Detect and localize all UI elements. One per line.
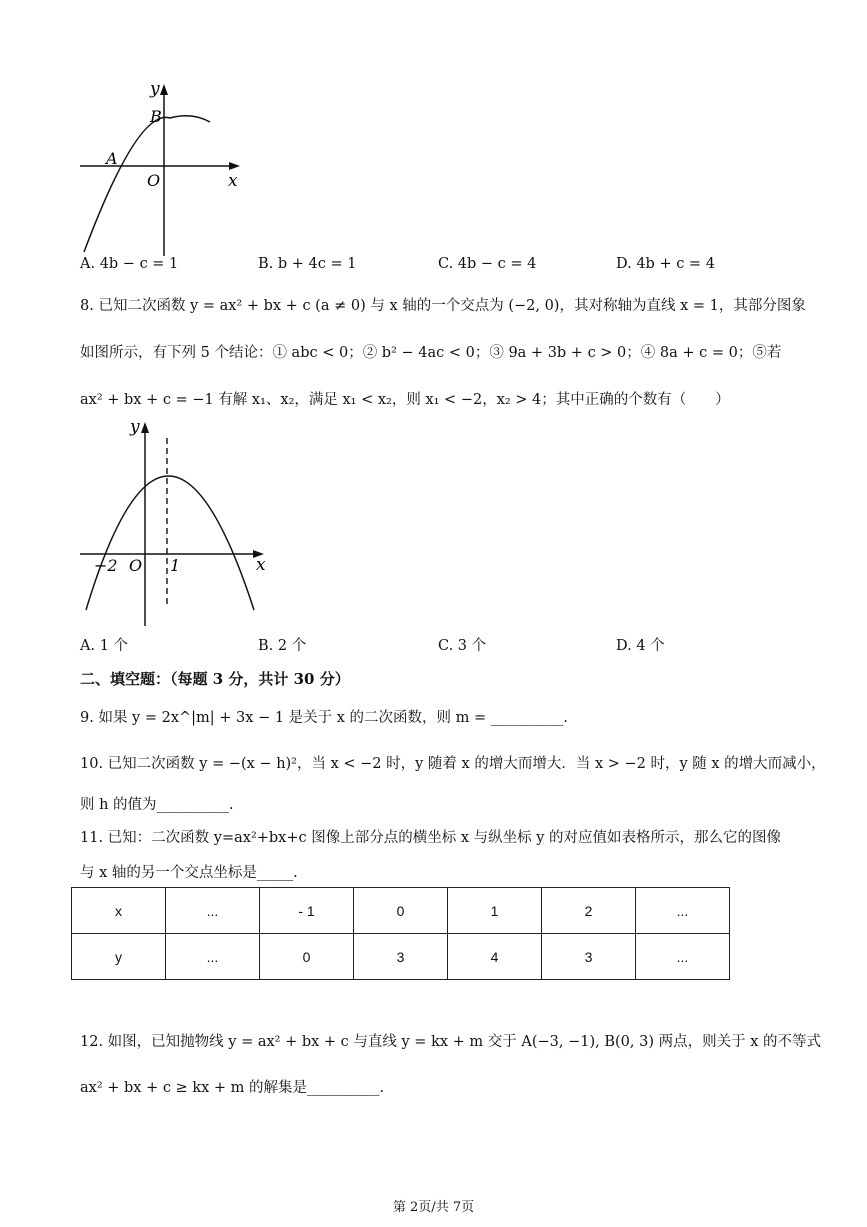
q11-line-2: 与 x 轴的另一个交点坐标是_____. — [80, 865, 298, 881]
point-label-b: B — [150, 107, 162, 126]
axis-label-y: y — [130, 417, 140, 437]
table-cell: 0 — [354, 888, 448, 934]
q8-option-d: D. 4 个 — [616, 638, 665, 654]
q7-option-c: C. 4b − c = 4 — [438, 256, 537, 272]
q8-line-3: ax² + bx + c = −1 有解 x₁、x₂，满足 x₁ < x₂，则 x₁ < −2，x₂ > 4；其中正确的个数有（ ） — [80, 392, 730, 408]
table-cell: 0 — [260, 934, 354, 980]
parabola-curve — [86, 476, 254, 610]
table-cell: 4 — [448, 934, 542, 980]
page-footer: 第 2页/共 7页 — [392, 1200, 475, 1215]
axis-label-x: x — [256, 555, 266, 575]
table-cell: 2 — [542, 888, 636, 934]
origin-label: O — [129, 556, 143, 575]
table-cell: 3 — [542, 934, 636, 980]
x-axis-arrow — [229, 162, 240, 170]
tick-label-neg2: −2 — [94, 556, 118, 575]
axis-label-y: y — [150, 79, 160, 99]
q8-line-1: 8. 已知二次函数 y = ax² + bx + c (a ≠ 0) 与 x 轴的一个交点为 (−2, 0)，其对称轴为直线 x = 1，其部分图象 — [80, 298, 806, 314]
table-cell: ... — [166, 934, 260, 980]
q10-line-2: 则 h 的值为__________. — [80, 797, 234, 813]
q12-line-2: ax² + bx + c ≥ kx + m 的解集是__________. — [80, 1080, 385, 1096]
table-cell: 1 — [448, 888, 542, 934]
q7-option-a: A. 4b − c = 1 — [80, 256, 179, 272]
table-cell: ... — [636, 934, 730, 980]
point-label-a: A — [106, 149, 118, 168]
table-cell: ... — [636, 888, 730, 934]
table-cell: - 1 — [260, 888, 354, 934]
q7-option-d: D. 4b + c = 4 — [616, 256, 715, 272]
table-cell: x — [72, 888, 166, 934]
table-row — [72, 888, 730, 934]
q8-option-a: A. 1 个 — [80, 638, 129, 654]
table-cell: 3 — [354, 934, 448, 980]
table-cell: y — [72, 934, 166, 980]
q11-line-1: 11. 已知：二次函数 y=ax²+bx+c 图像上部分点的横坐标 x 与纵坐标 y 的对应值如表格所示，那么它的图像 — [80, 830, 782, 846]
xy-value-table — [71, 887, 730, 980]
section-title: 二、填空题：（每题 3 分，共计 30 分） — [80, 670, 350, 688]
q8-line-2: 如图所示，有下列 5 个结论：① abc < 0；② b² − 4ac < 0；③ 9a + 3b + c > 0；④ 8a + c = 0；⑤若 — [80, 345, 782, 361]
axis-label-x: x — [228, 171, 238, 191]
table-row — [72, 934, 730, 980]
table-cell: ... — [166, 888, 260, 934]
q8-option-c: C. 3 个 — [438, 638, 487, 654]
q9-line: 9. 如果 y = 2x^|m| + 3x − 1 是关于 x 的二次函数，则 m = __________. — [80, 710, 568, 726]
figure-2-graph — [74, 414, 274, 628]
q7-option-b: B. b + 4c = 1 — [258, 256, 357, 272]
y-axis-arrow — [141, 422, 149, 433]
tick-label-1: 1 — [170, 556, 181, 575]
figure-1-graph — [74, 78, 254, 258]
q8-option-b: B. 2 个 — [258, 638, 307, 654]
y-axis-arrow — [160, 84, 168, 95]
origin-label: O — [147, 171, 161, 190]
q10-line-1: 10. 已知二次函数 y = −(x − h)²，当 x < −2 时，y 随着 x 的增大而增大．当 x > −2 时，y 随 x 的增大而减小， — [80, 756, 826, 772]
q12-line-1: 12. 如图，已知抛物线 y = ax² + bx + c 与直线 y = kx + m 交于 A(−3, −1), B(0, 3) 两点，则关于 x 的不等式 — [80, 1034, 821, 1050]
